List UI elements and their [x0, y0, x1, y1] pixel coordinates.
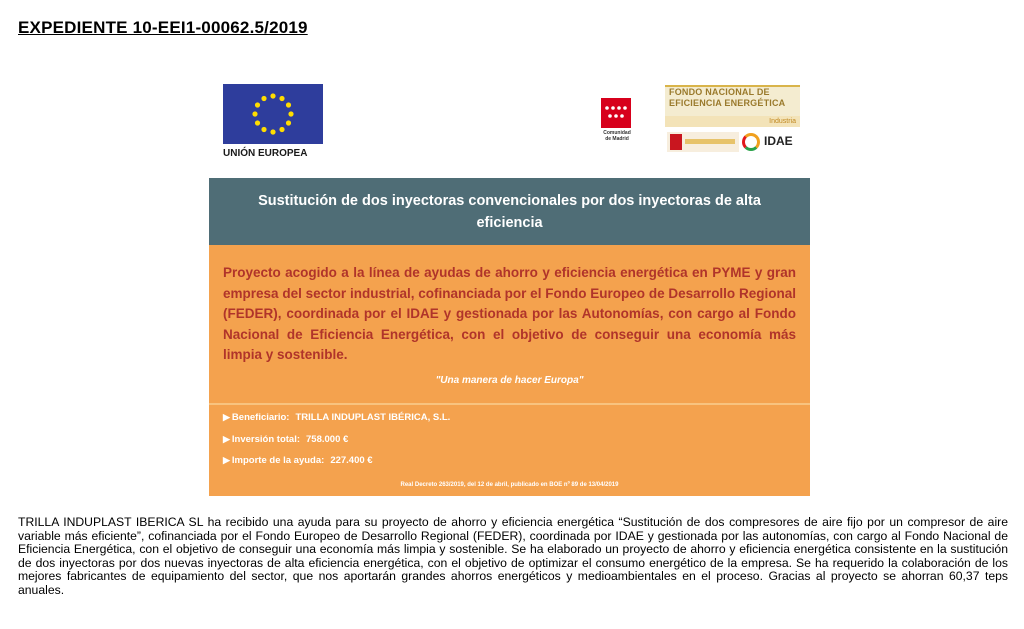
fnee-line2: EFICIENCIA ENERGÉTICA [669, 98, 786, 108]
arrow-icon: ▶ [223, 412, 230, 422]
madrid-label [595, 130, 639, 142]
inversion-row [223, 434, 348, 445]
poster-divider [209, 403, 810, 405]
poster-orange-panel [209, 245, 810, 496]
fnee-logo [665, 85, 800, 116]
poster-body-text: Proyecto acogido a la línea de ayudas de ahorro y eficiencia energética en PYME y gran empresa del sector industrial, cofinanciada por el Fondo Europeo de Desarrollo Regional (FEDER), coordinada por el IDAE y gestionada por las Autonomías, con cargo al Fondo Nacional de Eficiencia Energética, con el objetivo de conseguir una economía más limpia y sostenible. [223, 265, 796, 362]
idae-label: IDAE [764, 134, 793, 148]
beneficiario-row [223, 412, 450, 423]
poster-title: Sustitución de dos inyectoras convencionales por dos inyectoras de alta eficiencia [209, 178, 810, 245]
arrow-icon: ▶ [223, 434, 230, 444]
eu-label: UNIÓN EUROPEA [223, 148, 308, 159]
logos-strip [209, 78, 810, 178]
beneficiario-label: Beneficiario: [231, 412, 290, 423]
gobierno-shield-icon [670, 134, 682, 150]
idae-logo [742, 132, 800, 154]
poster-decree: Real Decreto 263/2019, del 12 de abril, publicado en BOE nº 89 de 13/04/2019 [400, 482, 619, 488]
expediente-heading: EXPEDIENTE 10-EEI1-00062.5/2019 [18, 18, 308, 37]
project-description: TRILLA INDUPLAST IBERICA SL ha recibido una ayuda para su proyecto de ahorro y eficiencia energética “Sustitución de dos compresores de aire fijo por un compresor de aire variable más eficiente”, cofinanciada por el Fondo Europeo de Desarrollo Regional (FEDER), coordinada por IDAE y gestionada por las autonomías, con cargo al Fondo Nacional de Eficiencia Energética, con el objetivo de conseguir una economía más limpia y sostenible. Se ha elaborado un proyecto de ahorro y eficiencia energética consistente en la sustitución de dos inyectoras por dos nuevas inyectoras de alta eficiencia energética, con el objetivo de optimizar el consumo energético de la empresa. Se ha requerido la colaboración de los mejores fabricantes de equipamiento del sector, que nos aportarán grandes ahorros energéticos y medioambientales en el proceso. Gracias al proyecto se ahorran 60,37 teps anuales. [18, 515, 1008, 597]
arrow-icon: ▶ [223, 455, 230, 465]
poster-motto: "Una manera de hacer Europa" [435, 375, 584, 386]
importe-row [223, 455, 373, 466]
madrid-stars-icon [601, 98, 631, 128]
madrid-label-line2: de Madrid [605, 136, 629, 142]
importe-label: Importe de la ayuda: [231, 455, 325, 466]
poster-image [209, 78, 810, 496]
idae-circle-icon [742, 133, 760, 151]
fnee-industria: Industria [665, 116, 800, 127]
inversion-label: Inversión total: [231, 434, 301, 445]
eu-stars-icon [223, 84, 323, 144]
madrid-label-line1: Comunidad [603, 130, 631, 136]
fnee-line1: FONDO NACIONAL DE [669, 87, 770, 97]
beneficiario-value: TRILLA INDUPLAST IBÉRICA, S.L. [295, 412, 451, 423]
madrid-flag-logo [601, 98, 631, 128]
importe-value: 227.400 € [330, 455, 373, 466]
gobierno-bar [685, 139, 735, 144]
inversion-value: 758.000 € [306, 434, 349, 445]
